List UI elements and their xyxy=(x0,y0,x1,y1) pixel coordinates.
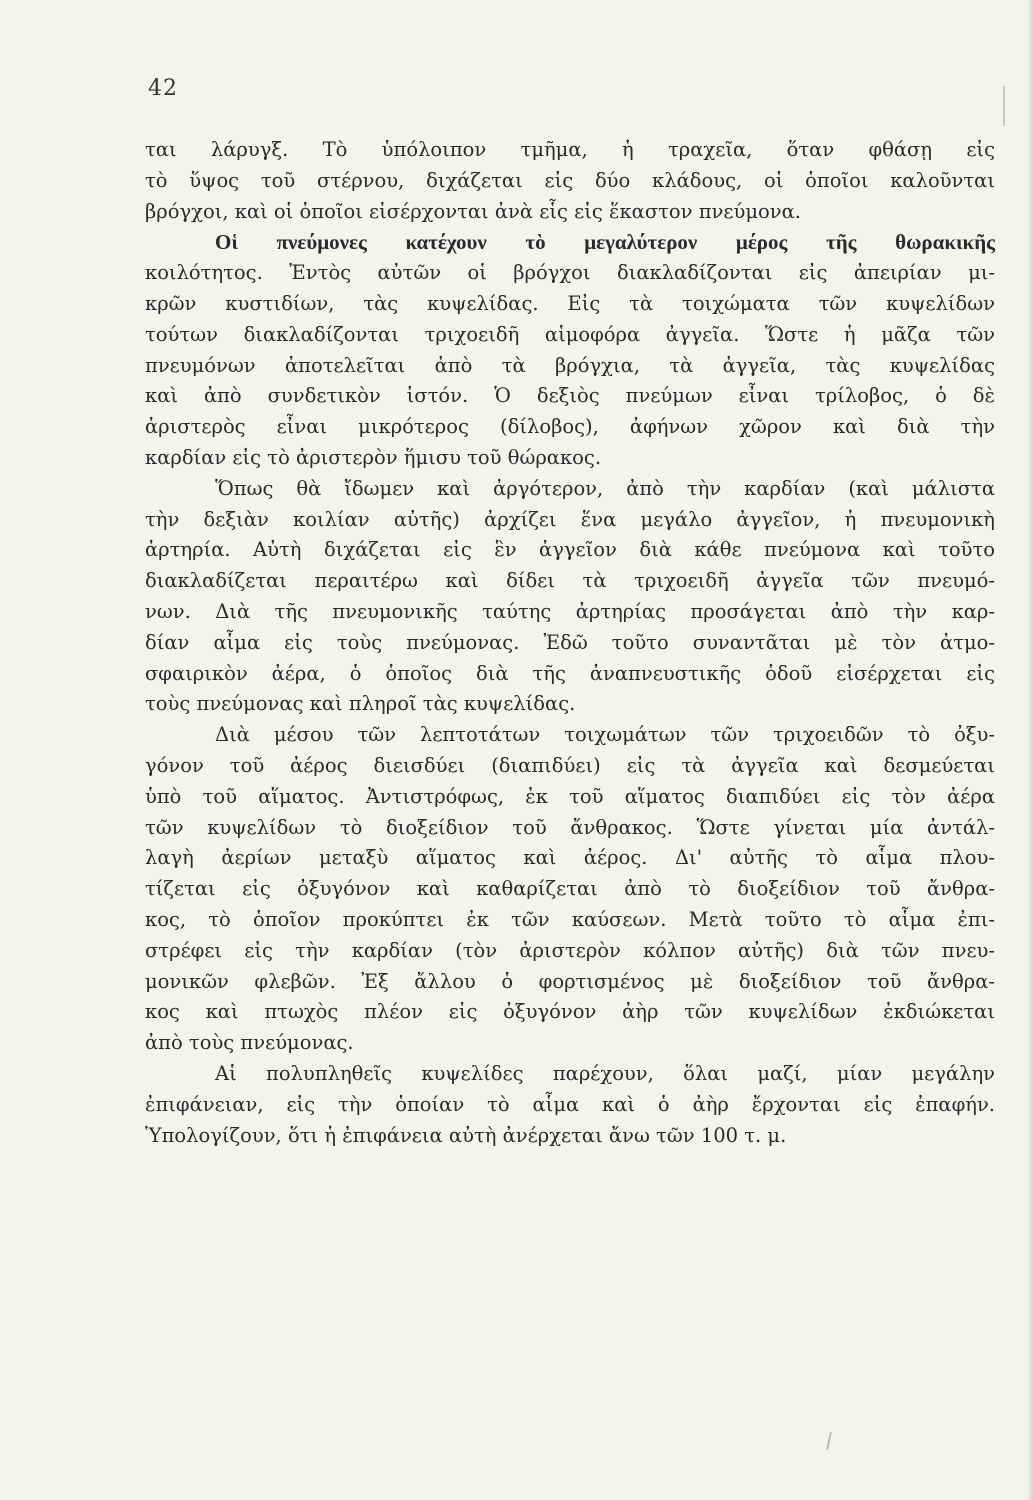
text-line: στρέφει εἰς τὴν καρδίαν (τὸν ἀριστερὸν κόλπον αὐτῆς) διὰ τῶν πνευ- xyxy=(145,938,995,962)
text-line: βρόγχοι, καὶ οἱ ὁποῖοι εἰσέρχονται ἀνὰ εἷς εἰς ἕκαστον πνεύμονα. xyxy=(145,199,801,223)
text-line-term-pneumones: Οἱ πνεύμονες κατέχουν τὸ μεγαλύτερον μέρος τῆς θωρακικῆς xyxy=(215,230,995,255)
text-line: Ὅπως θὰ ἴδωμεν καὶ ἀργότερον, ἀπὸ τὴν καρδίαν (καὶ μάλιστα xyxy=(215,476,995,500)
text-line: πνευμόνων ἀποτελεῖται ἀπὸ τὰ βρόγχια, τὰ ἀγγεῖα, τὰς κυψελίδας xyxy=(145,353,995,377)
text-line: κος καὶ πτωχὸς πλέον εἰς ὀξυγόνον ἀὴρ τῶν κυψελίδων ἐκδιώκεται xyxy=(145,1000,995,1024)
text-line: τῶν κυψελίδων τὸ διοξείδιον τοῦ ἄνθρακος. Ὥστε γίνεται μία ἀντάλ- xyxy=(145,815,995,839)
text-line: δίαν αἷμα εἰς τοὺς πνεύμονας. Ἐδῶ τοῦτο συναντᾶται μὲ τὸν ἀτμο- xyxy=(145,630,995,654)
text-line: καὶ ἀπὸ συνδετικὸν ἱστόν. Ὁ δεξιὸς πνεύμων εἶναι τρίλοβος, ὁ δὲ xyxy=(145,384,995,408)
text-line: σφαιρικὸν ἀέρα, ὁ ὁποῖος διὰ τῆς ἀναπνευστικῆς ὁδοῦ εἰσέρχεται εἰς xyxy=(145,661,995,685)
text-line: τούτων διακλαδίζονται τριχοειδῆ αἱμοφόρα ἀγγεῖα. Ὥστε ἡ μᾶζα τῶν xyxy=(145,322,995,346)
text-line: τὸ ὕψος τοῦ στέρνου, διχάζεται εἰς δύο κλάδους, οἱ ὁποῖοι καλοῦνται xyxy=(145,168,995,192)
text-line: νων. Διὰ τῆς πνευμονικῆς ταύτης ἀρτηρίας προσάγεται ἀπὸ τὴν καρ- xyxy=(145,599,995,623)
text-line: λαγὴ ἀερίων μεταξὺ αἵματος καὶ ἀέρος. Δι' αὐτῆς τὸ αἷμα πλου- xyxy=(145,846,995,870)
text-line: Ὑπολογίζουν, ὅτι ἡ ἐπιφάνεια αὐτὴ ἀνέρχεται ἄνω τῶν 100 τ. μ. xyxy=(145,1123,787,1147)
text-line: καρδίαν εἰς τὸ ἀριστερὸν ἥμισυ τοῦ θώρακος. xyxy=(145,445,602,469)
text-line: κος, τὸ ὁποῖον προκύπτει ἐκ τῶν καύσεων. Μετὰ τοῦτο τὸ αἷμα ἐπι- xyxy=(145,907,995,931)
text-line: ἀριστερὸς εἶναι μικρότερος (δίλοβος), ἀφήνων χῶρον καὶ διὰ τὴν xyxy=(145,415,995,439)
text-line: Αἱ πολυπληθεῖς κυψελίδες παρέχουν, ὅλαι μαζί, μίαν μεγάλην xyxy=(215,1061,995,1085)
body-text xyxy=(145,135,995,1151)
text-line: τὴν δεξιὰν κοιλίαν αὐτῆς) ἀρχίζει ἕνα μεγάλο ἀγγεῖον, ἡ πνευμονικὴ xyxy=(145,507,995,531)
text-line: γόνον τοῦ ἀέρος διεισδύει (διαπιδύει) εἰς τὰ ἀγγεῖα καὶ δεσμεύεται xyxy=(145,753,995,777)
text-line: Διὰ μέσου τῶν λεπτοτάτων τοιχωμάτων τῶν τριχοειδῶν τὸ ὀξυ- xyxy=(215,723,995,747)
text-line: ἀπὸ τοὺς πνεύμονας. xyxy=(145,1031,354,1055)
text-line: μονικῶν φλεβῶν. Ἐξ ἄλλου ὁ φορτισμένος μὲ διοξείδιον τοῦ ἄνθρα- xyxy=(145,969,995,993)
page-edge-shadow xyxy=(1027,0,1033,1500)
text-line: ἐπιφάνειαν, εἰς τὴν ὁποίαν τὸ αἷμα καὶ ὁ ἀὴρ ἔρχονται εἰς ἐπαφήν. xyxy=(145,1092,995,1116)
margin-mark xyxy=(1003,86,1005,126)
page-number: 42 xyxy=(148,76,178,101)
text-line: τοὺς πνεύμονας καὶ πληροῖ τὰς κυψελίδας. xyxy=(145,692,576,716)
text-line: ται λάρυγξ. Τὸ ὑπόλοιπον τμῆμα, ἡ τραχεῖα, ὅταν φθάσῃ εἰς xyxy=(145,138,995,161)
stray-mark xyxy=(826,1432,832,1450)
text-line: διακλαδίζεται περαιτέρω καὶ δίδει τὰ τριχοειδῆ ἀγγεῖα τῶν πνευμό- xyxy=(145,569,995,593)
text-line: κοιλότητος. Ἐντὸς αὐτῶν οἱ βρόγχοι διακλαδίζονται εἰς ἀπειρίαν μι- xyxy=(145,261,995,285)
text-line: τίζεται εἰς ὀξυγόνον καὶ καθαρίζεται ἀπὸ τὸ διοξείδιον τοῦ ἄνθρα- xyxy=(145,877,995,901)
text-line: ἀρτηρία. Αὐτὴ διχάζεται εἰς ἓν ἀγγεῖον διὰ κάθε πνεύμονα καὶ τοῦτο xyxy=(145,538,995,562)
text-line: κρῶν κυστιδίων, τὰς κυψελίδας. Εἰς τὰ τοιχώματα τῶν κυψελίδων xyxy=(145,291,995,315)
text-line: ὑπὸ τοῦ αἵματος. Ἀντιστρόφως, ἐκ τοῦ αἵματος διαπιδύει εἰς τὸν ἀέρα xyxy=(145,784,995,808)
